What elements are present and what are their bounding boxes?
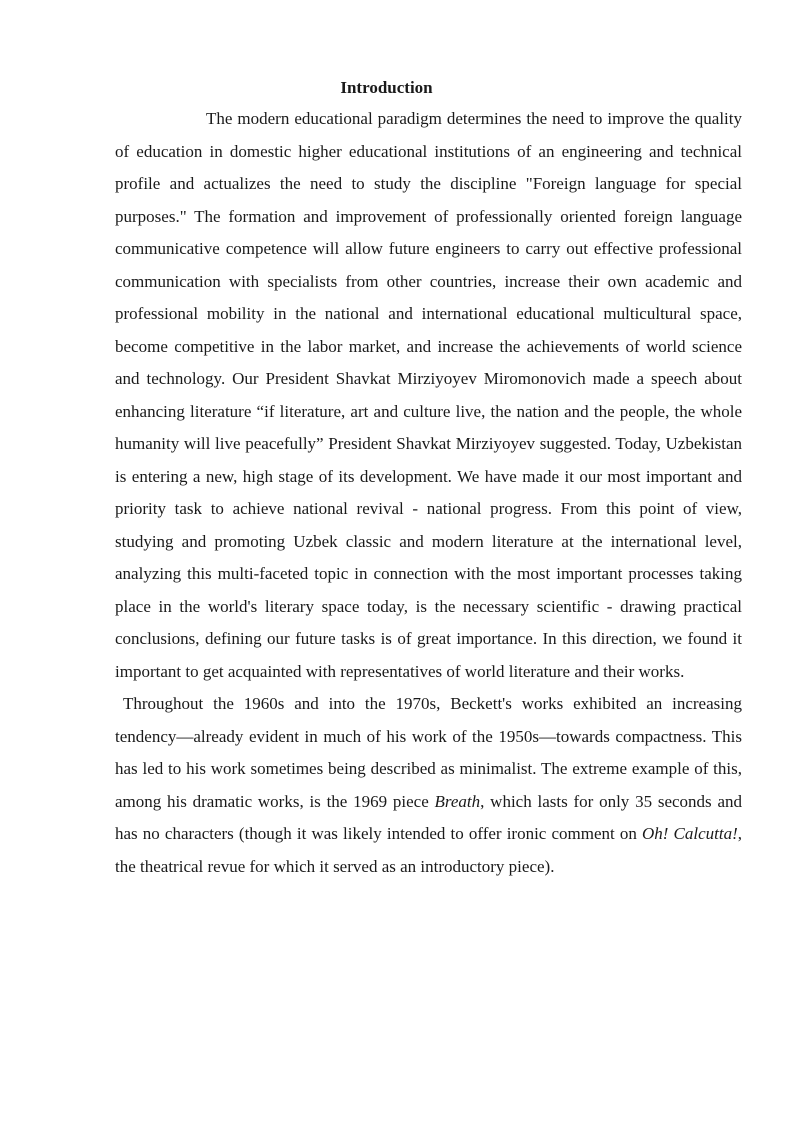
paragraph-beckett-text-3: , the theatrical revue for which it served as an introductory piece).: [115, 824, 742, 876]
document-title: Introduction: [340, 78, 433, 97]
paragraph-beckett-text-1: Throughout the 1960s and into the 1970s, Beckett's works exhibited an increasing tendency—already evident in much of his work of the 1950s—towards compactness. This has led to his work sometimes being described as minimalist. The extreme example of this, among his dramatic works, is the 1969 piece: [115, 694, 742, 811]
work-title-breath: Breath: [434, 791, 481, 811]
paragraph-education-paradigm: The modern educational paradigm determines the need to improve the quality of education in domestic higher educational institutions of an engineering and technical profile and actualizes the need to study the discipline "Foreign language for special purposes." The formation and improvement of professionally oriented foreign language communicative competence will allow future engineers to carry out effective professional communication with specialists from other countries, increase their own academic and professional mobility in the national and international educational multicultural space, become competitive in the labor market, and increase the achievements of world science and technology. Our President Shavkat Mirziyoyev Miromonovich made a speech about enhancing literature “if literature, art and culture live, the nation and the people, the whole humanity will live peacefully” President Shavkat Mirziyoyev suggested. Today, Uzbekistan is entering a new, high stage of its development. We have made it our most important and priority task to achieve national revival - national progress. From this point of view, studying and promoting Uzbek classic and modern literature at the international level, analyzing this multi-faceted topic in connection with the most important processes taking place in the world's literary space today, is the necessary scientific - drawing practical conclusions, defining our future tasks is of great importance. In this direction, we found it important to get acquainted with representatives of world literature and their works.: [115, 109, 742, 681]
document-body: [115, 103, 742, 883]
paragraph-beckett: [115, 688, 742, 883]
paragraph-beckett-text-2: , which lasts for only 35 seconds and has no characters (though it was likely intended to offer ironic comment on: [115, 791, 742, 843]
work-title-oh-calcutta: Oh! Calcutta!: [641, 824, 738, 843]
